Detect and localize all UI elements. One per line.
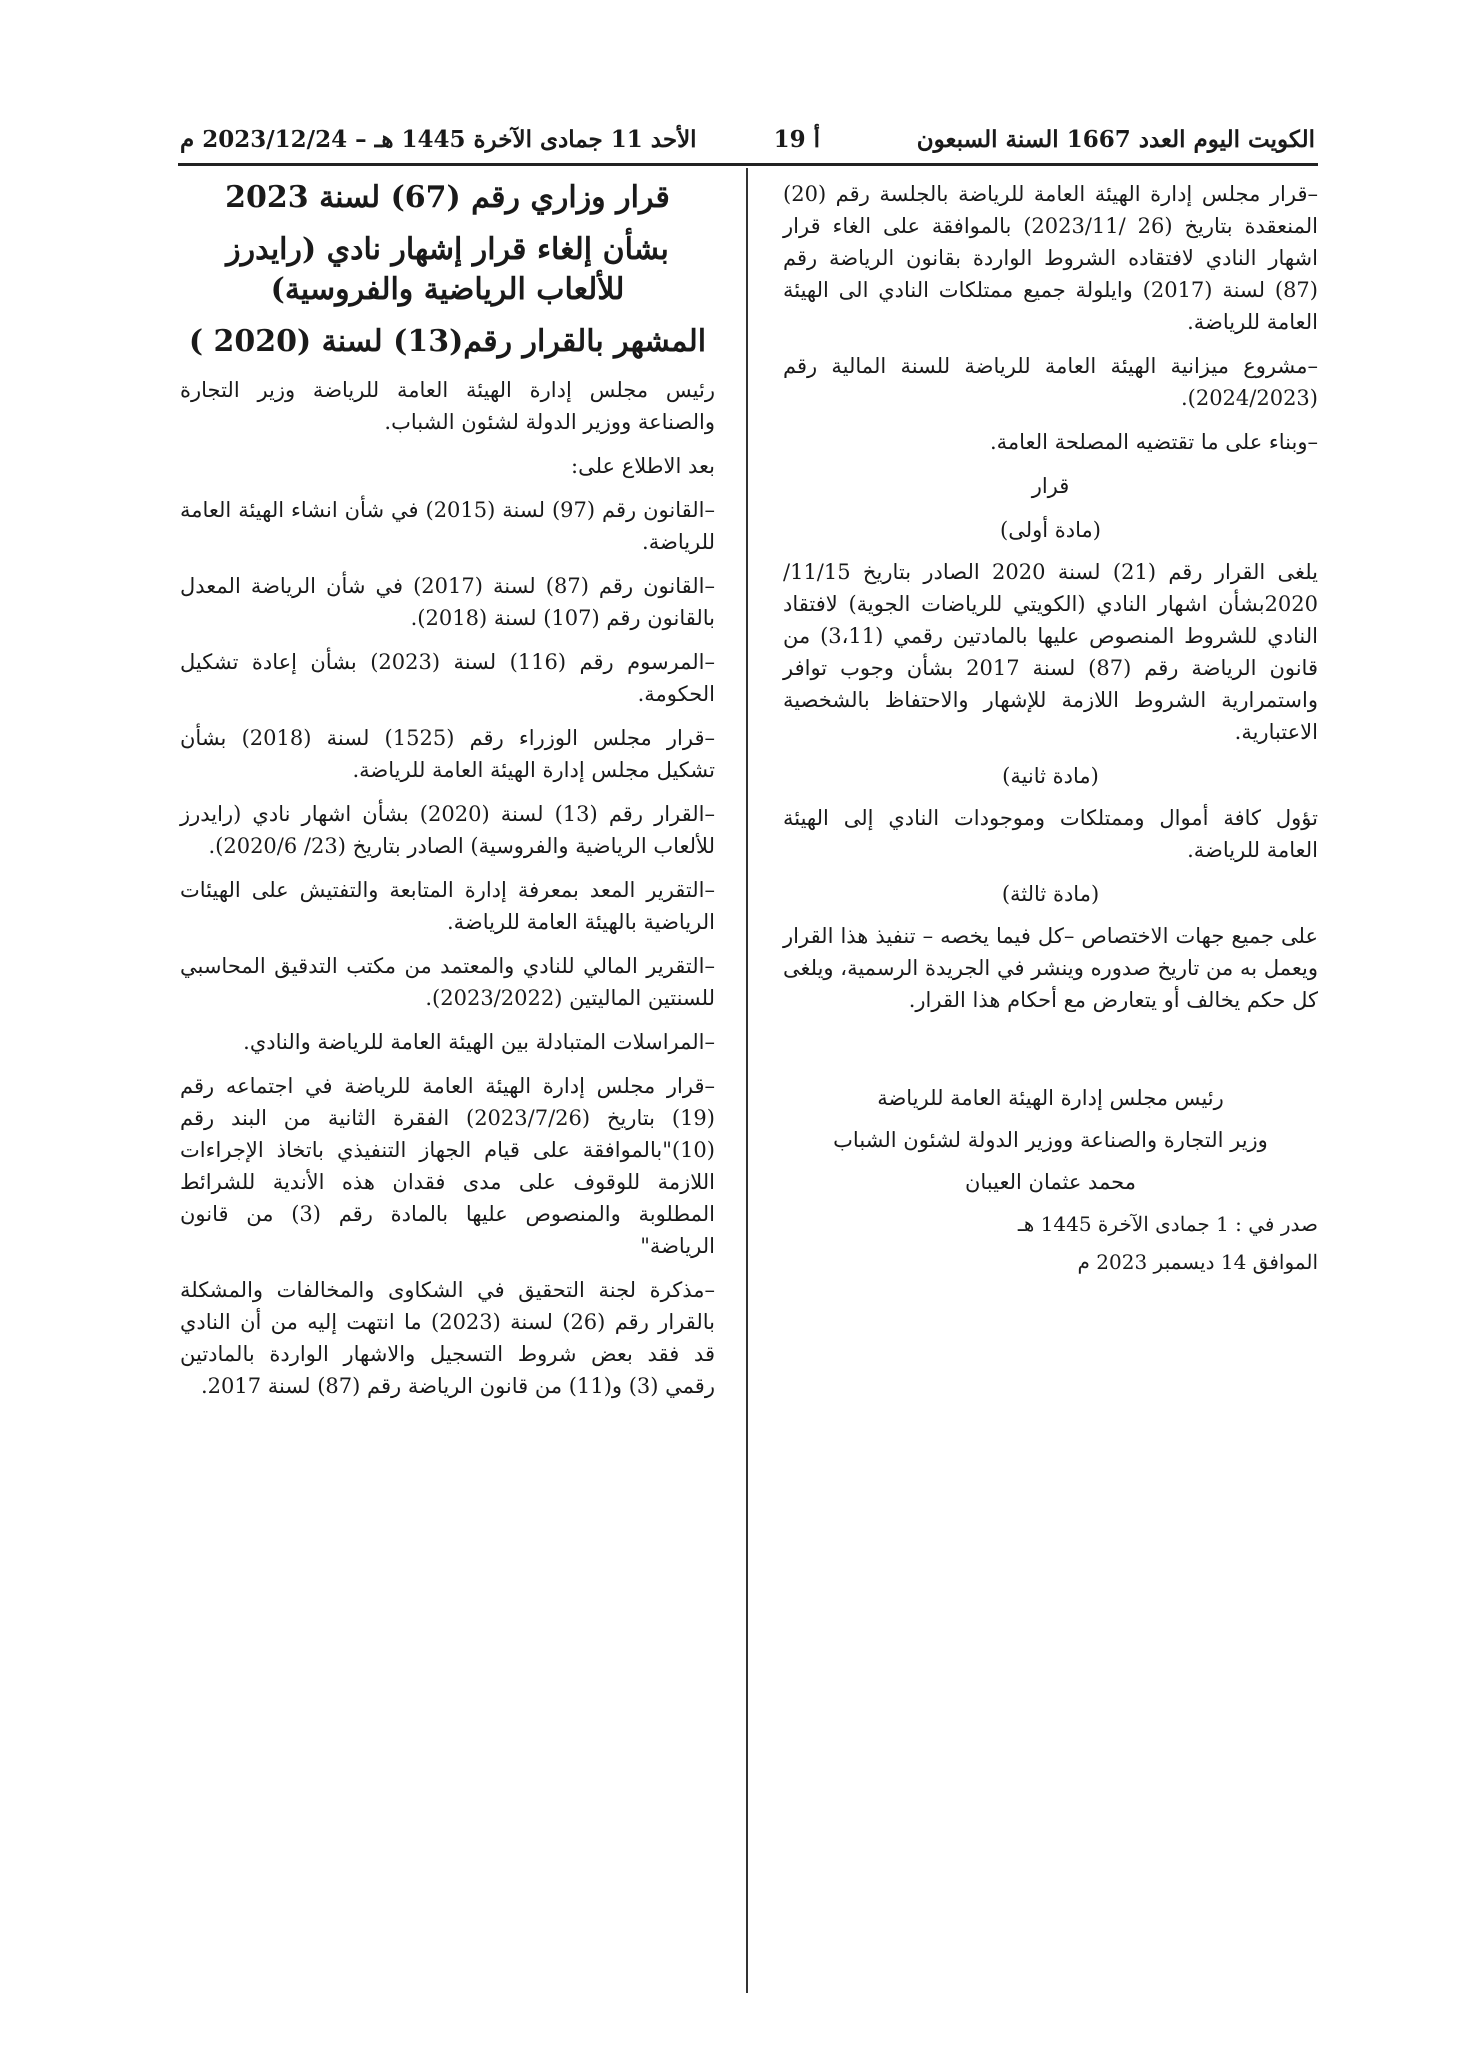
left-column xyxy=(180,178,715,1414)
list-item: –القانون رقم (87) لسنة (2017) في شأن الرياضة المعدل بالقانون رقم (107) لسنة (2018). xyxy=(180,574,715,630)
signature-line: وزير التجارة والصناعة ووزير الدولة لشئون الشباب xyxy=(833,1128,1268,1152)
list-item: –المرسوم رقم (116) لسنة (2023) بشأن إعادة تشكيل الحكومة. xyxy=(180,650,716,706)
decree-subtitle: بشأن إلغاء قرار إشهار نادي (رايدرز للألعاب الرياضية والفروسية) xyxy=(226,232,669,307)
intro-paragraph: رئيس مجلس إدارة الهيئة العامة للرياضة وزير التجارة والصناعة ووزير الدولة لشئون الشباب. xyxy=(180,378,715,434)
decree-title: قرار وزاري رقم (67) لسنة 2023 xyxy=(225,180,670,215)
list-item: –قرار مجلس إدارة الهيئة العامة للرياضة في اجتماعه رقم (19) بتاريخ (2023/7/26) الفقرة الثانية من البند رقم (10)"بالموافقة على قيام الجهاز التنفيذي باتخاذ الإجراءات اللازمة للوقوف على مدى فقدان هذه الأندية للشرائط المطلوبة والمنصوص عليها بالمادة رقم (3) من قانون الرياضة" xyxy=(180,1074,715,1258)
issue-date-hijri: صدر في : 1 جمادى الآخرة 1445 هـ xyxy=(1017,1212,1318,1236)
list-item: –القانون رقم (97) لسنة (2015) في شأن انشاء الهيئة العامة للرياضة. xyxy=(180,498,716,554)
column-divider xyxy=(746,168,748,1993)
article-1-text: يلغى القرار رقم (21) لسنة 2020 الصادر بتاريخ 11/15/ 2020بشأن اشهار النادي (الكويتي للرياضات الجوية) لافتقاد النادي للشروط المنصوص عليها بالمادتين رقمي (3،11) من قانون الرياضة رقم (87) لسنة 2017 بشأن وجوب توافر واستمرارية الشروط اللازمة للإشهار والاحتفاظ بالشخصية الاعتبارية. xyxy=(783,560,1318,744)
article-1-label: (مادة أولى) xyxy=(1000,518,1101,542)
header-page-number: أ 19 xyxy=(773,126,820,153)
header-date: الأحد 11 جمادى الآخرة 1445 هـ – 2023/12/24 م xyxy=(180,126,697,153)
decree-subtitle: المشهر بالقرار رقم(13) لسنة (2020 ) xyxy=(188,324,707,359)
issue-date-gregorian: الموافق 14 ديسمبر 2023 م xyxy=(1077,1250,1318,1274)
page-header xyxy=(180,118,1315,160)
decision-heading: قرار xyxy=(1031,474,1070,498)
article-3-text: على جميع جهات الاختصاص –كل فيما يخصه – تنفيذ هذا القرار ويعمل به من تاريخ صدوره وينشر في الجريدة الرسمية، ويلغى كل حكم يخالف أو يتعارض مع أحكام هذا القرار. xyxy=(783,924,1318,1012)
signatory-name: محمد عثمان العيبان xyxy=(964,1170,1136,1194)
issue-date-block xyxy=(783,1208,1318,1278)
after-review-heading: بعد الاطلاع على: xyxy=(571,454,715,478)
header-issue-info: الكويت اليوم العدد 1667 السنة السبعون xyxy=(916,126,1315,153)
right-column xyxy=(783,178,1318,1284)
paragraph: –وبناء على ما تقتضيه المصلحة العامة. xyxy=(989,430,1318,454)
article-2-label: (مادة ثانية) xyxy=(1002,764,1099,788)
article-2-text: تؤول كافة أموال وممتلكات وموجودات النادي إلى الهيئة العامة للرياضة. xyxy=(783,806,1318,862)
list-item: –مذكرة لجنة التحقيق في الشكاوى والمخالفات والمشكلة بالقرار رقم (26) لسنة (2023) ما انتهت إليه من أن النادي قد فقد بعض شروط التسجيل والاشهار الواردة بالمادتين رقمي (3) و(11) من قانون الرياضة رقم (87) لسنة 2017. xyxy=(180,1278,716,1398)
paragraph: –مشروع ميزانية الهيئة العامة للرياضة للسنة المالية رقم (2024/2023). xyxy=(783,354,1318,410)
list-item: –المراسلات المتبادلة بين الهيئة العامة للرياضة والنادي. xyxy=(243,1030,715,1054)
list-item: –التقرير المالي للنادي والمعتمد من مكتب التدقيق المحاسبي للسنتين الماليتين (2023/2022). xyxy=(180,954,715,1010)
paragraph: –قرار مجلس إدارة الهيئة العامة للرياضة بالجلسة رقم (20) المنعقدة بتاريخ (26 /2023/11) بالموافقة على الغاء قرار اشهار النادي لافتقاده الشروط الواردة بقانون الرياضة رقم (87) لسنة (2017) وايلولة جميع ممتلكات النادي الى الهيئة العامة للرياضة. xyxy=(783,182,1318,334)
list-item: –القرار رقم (13) لسنة (2020) بشأن اشهار نادي (رايدرز للألعاب الرياضية والفروسية) الصادر بتاريخ (23/ 2020/6). xyxy=(180,802,716,858)
list-item: –التقرير المعد بمعرفة إدارة المتابعة والتفتيش على الهيئات الرياضية بالهيئة العامة للرياضة. xyxy=(180,878,715,934)
article-3-label: (مادة ثالثة) xyxy=(1001,882,1100,906)
list-item: –قرار مجلس الوزراء رقم (1525) لسنة (2018) بشأن تشكيل مجلس إدارة الهيئة العامة للرياضة. xyxy=(180,726,715,782)
signature-block xyxy=(783,1082,1318,1198)
header-rule xyxy=(178,163,1318,166)
signature-line: رئيس مجلس إدارة الهيئة العامة للرياضة xyxy=(877,1086,1224,1110)
spacer xyxy=(783,1028,1318,1064)
